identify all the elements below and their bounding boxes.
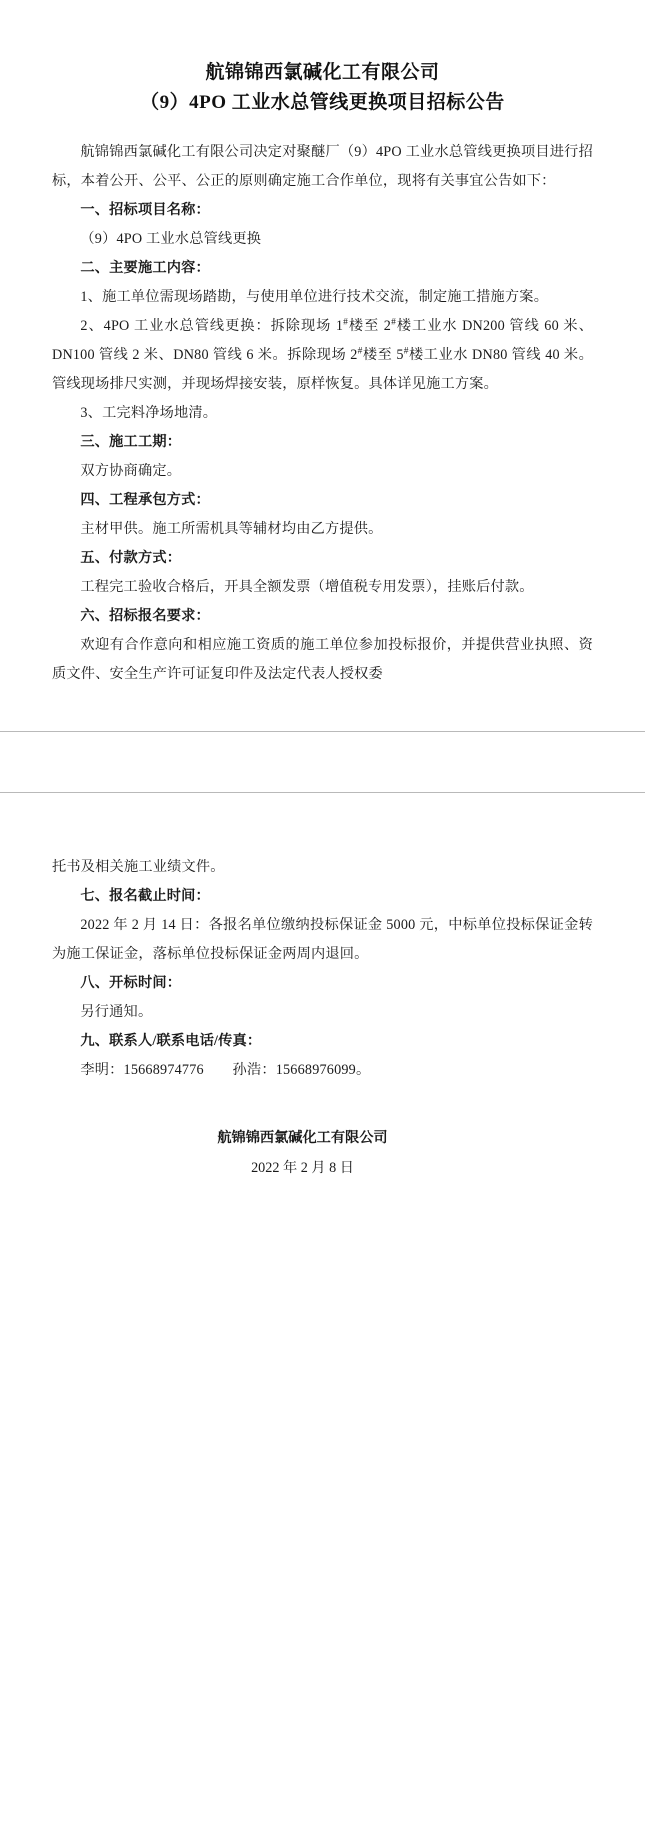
signature-company: 航锦锦西氯碱化工有限公司	[217, 1130, 388, 1146]
section-heading-3: 三、施工工期：	[80, 434, 182, 450]
section-2-paragraph-1: 1、施工单位需现场踏勘，与使用单位进行技术交流，制定施工措施方案。	[80, 289, 549, 305]
section-1-paragraph-1: （9）4PO 工业水总管线更换	[80, 231, 262, 247]
section-8-paragraph-1: 另行通知。	[80, 1004, 153, 1020]
section-4-paragraph-1: 主材甲供。施工所需机具等辅材均由乙方提供。	[80, 521, 383, 537]
section-5-paragraph-1: 工程完工验收合格后，开具全额发票（增值税专用发票），挂账后付款。	[80, 579, 534, 595]
page-gap	[0, 732, 645, 770]
sheet-two-top-margin	[52, 801, 593, 853]
section-heading-6: 六、招标报名要求：	[80, 608, 210, 624]
section-heading-5: 五、付款方式：	[80, 550, 182, 566]
section-heading-9: 九、联系人/联系电话/传真：	[80, 1033, 262, 1049]
section-6-paragraph-1: 欢迎有合作意向和相应施工资质的施工单位参加投标报价，并提供营业执照、资质文件、安全生产许可证复印件及法定代表人授权委	[52, 637, 593, 682]
section-2-paragraph-2: 2、4PO 工业水总管线更换：拆除现场 1#楼至 2#楼工业水 DN200 管线 60 米、DN100 管线 2 米、DN80 管线 6 米。拆除现场 2#楼至 5#楼工业水 DN80 管线 40 米。管线现场排尺实测，并现场焊接安装，原样恢复。具体详见施工方案。	[52, 317, 593, 392]
section-7-paragraph-1: 2022 年 2 月 14 日：各报名单位缴纳投标保证金 5000 元，中标单位投标保证金转为施工保证金，落标单位投标保证金两周内退回。	[52, 917, 593, 962]
document-sheet-one	[0, 0, 645, 709]
signature-date: 2022 年 2 月 8 日	[251, 1160, 354, 1176]
signature-block	[52, 1123, 593, 1183]
intro-paragraph: 航锦锦西氯碱化工有限公司决定对聚醚厂（9）4PO 工业水总管线更换项目进行招标，本着公开、公平、公正的原则确定施工合作单位，现将有关事宜公告如下：	[52, 144, 593, 189]
section-heading-7: 七、报名截止时间：	[80, 888, 210, 904]
document-sheet-two	[0, 793, 645, 1483]
section-2-paragraph-3: 3、工完料净场地清。	[80, 405, 218, 421]
continuation-paragraph: 托书及相关施工业绩文件。	[52, 859, 225, 875]
title-line-2: （9）4PO 工业水总管线更换项目招标公告	[140, 92, 505, 113]
section-9-paragraph-1: 李明：15668974776 孙浩：15668976099。	[80, 1062, 371, 1078]
section-heading-1: 一、招标项目名称：	[80, 202, 210, 218]
document-title	[52, 58, 593, 118]
section-heading-8: 八、开标时间：	[80, 975, 182, 991]
section-heading-2: 二、主要施工内容：	[80, 260, 210, 276]
sheet-two-bottom-margin	[52, 1183, 593, 1483]
section-3-paragraph-1: 双方协商确定。	[80, 463, 182, 479]
title-line-1: 航锦锦西氯碱化工有限公司	[205, 62, 440, 83]
section-heading-4: 四、工程承包方式：	[80, 492, 210, 508]
